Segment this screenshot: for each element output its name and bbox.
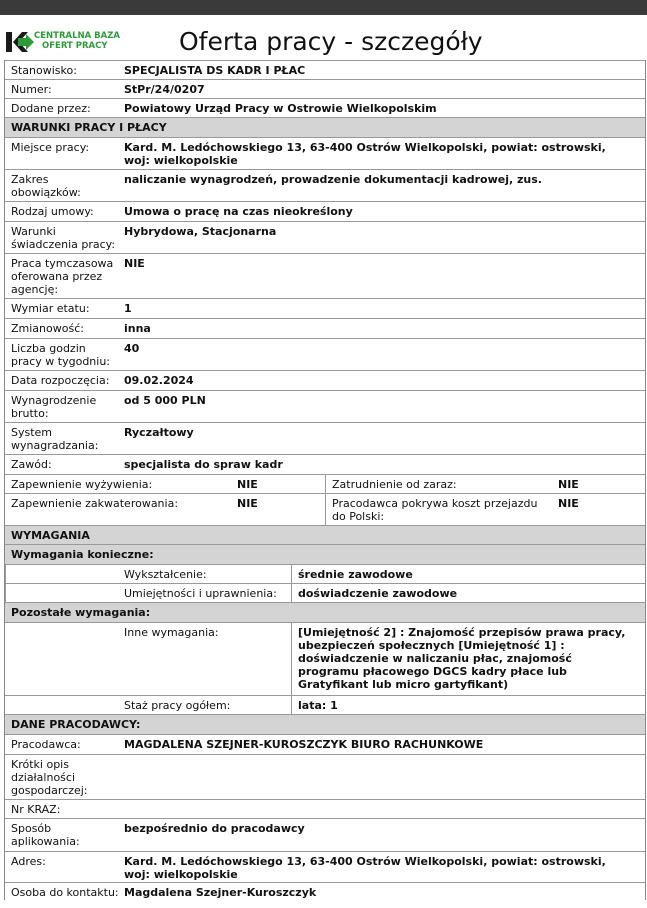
subsection-konieczne [5, 544, 645, 564]
row-pracodawca [5, 734, 645, 754]
value-divider-1 [291, 564, 292, 602]
miejsce-label: Miejsce pracy: [11, 141, 90, 154]
umowa-value: Umowa o pracę na czas nieokreślony [124, 205, 353, 218]
section-wymagania [5, 525, 645, 544]
numer-value: StPr/24/0207 [124, 83, 205, 96]
page-header [0, 15, 647, 60]
row-umowa [5, 201, 645, 221]
row-aplikowanie [5, 818, 645, 851]
value-divider-2 [291, 622, 292, 714]
staz-label: Staż pracy ogółem: [124, 699, 231, 712]
row-zakres [5, 169, 645, 201]
od-zaraz-value: NIE [558, 478, 579, 491]
miejsce-value: Kard. M. Ledóchowskiego 13, 63-400 Ostrów Wielkopolski, powiat: ostrowski, woj: wielkopolskie [124, 141, 606, 167]
stanowisko-label: Stanowisko: [11, 64, 77, 77]
section-warunki [5, 117, 645, 137]
wyksztalcenie-label: Wykształcenie: [124, 568, 207, 581]
indent-border-1 [5, 564, 6, 602]
row-godziny [5, 338, 645, 370]
data-value: 09.02.2024 [124, 374, 194, 387]
row-osoba [5, 882, 645, 900]
warunki-value: Hybrydowa, Stacjonarna [124, 225, 277, 238]
adres-value: Kard. M. Ledóchowskiego 13, 63-400 Ostrów Wielkopolski, powiat: ostrowski, woj: wielkopolskie [124, 855, 606, 881]
row-warunki-swiadczenia [5, 221, 645, 253]
godziny-value: 40 [124, 342, 140, 355]
column-divider [325, 474, 326, 525]
zakwaterowanie-label: Zapewnienie zakwaterowania: [11, 497, 179, 510]
wynagrodzenie-value: od 5 000 PLN [124, 394, 206, 407]
row-numer [5, 79, 645, 98]
kraz-label: Nr KRAZ: [11, 803, 61, 816]
row-tymczasowa [5, 253, 645, 298]
section-pracodawca [5, 714, 645, 734]
pozostale-heading: Pozostałe wymagania: [11, 606, 151, 619]
data-label: Data rozpoczęcia: [11, 374, 110, 387]
przejazd-label: Pracodawca pokrywa koszt przejazdu do Polski: [332, 497, 538, 523]
adres-label: Adres: [11, 855, 46, 868]
umiejetnosci-label: Umiejętności i uprawnienia: [124, 587, 277, 600]
warunki-label: Warunki świadczenia pracy: [11, 225, 116, 251]
row-umiejetnosci [5, 583, 645, 602]
row-dodane [5, 98, 645, 117]
row-opis [5, 754, 645, 799]
tymczasowa-value: NIE [124, 257, 145, 270]
numer-label: Numer: [11, 83, 52, 96]
aplikowanie-value: bezpośrednio do pracodawcy [124, 822, 305, 835]
aplikowanie-label: Sposób aplikowania: [11, 822, 80, 848]
wyksztalcenie-value: średnie zawodowe [298, 568, 413, 581]
row-zmianowosc [5, 318, 645, 338]
row-miejsce [5, 137, 645, 169]
system-value: Ryczałtowy [124, 426, 194, 439]
page-title: Oferta pracy - szczegóły [179, 27, 483, 56]
pracodawca-label: Pracodawca: [11, 738, 81, 751]
opis-label: Krótki opis działalności gospodarczej: [11, 758, 88, 797]
row-wynagrodzenie [5, 390, 645, 422]
row-wyksztalcenie [5, 564, 645, 583]
section-warunki-heading: WARUNKI PRACY I PŁACY [11, 121, 167, 134]
wymiar-label: Wymiar etatu: [11, 302, 90, 315]
wynagrodzenie-label: Wynagrodzenie brutto: [11, 394, 97, 420]
logo-line-2: OFERT PRACY [42, 41, 108, 51]
zmianowosc-label: Zmianowość: [11, 322, 84, 335]
row-system [5, 422, 645, 454]
konieczne-heading: Wymagania konieczne: [11, 548, 154, 561]
section-wymagania-heading: WYMAGANIA [11, 529, 90, 542]
dodane-label: Dodane przez: [11, 102, 91, 115]
umowa-label: Rodzaj umowy: [11, 205, 94, 218]
zmianowosc-value: inna [124, 322, 151, 335]
logo[interactable] [6, 29, 126, 55]
system-label: System wynagradzania: [11, 426, 99, 452]
row-wymiar [5, 298, 645, 318]
inne-value: [Umiejętność 2] : Znajomość przepisów prawa pracy, ubezpieczeń społecznych [Umiejętność 1] : doświadczenie w naliczaniu płac, znajomość programu płacowego DGCS kadry płace lub Gratyfikant lub micro gartyfikant) [298, 626, 626, 691]
offer-details-table [4, 60, 646, 900]
wyzywienie-value: NIE [237, 478, 258, 491]
arrow-logo-icon [6, 29, 34, 55]
dodane-value: Powiatowy Urząd Pracy w Ostrowie Wielkopolskim [124, 102, 437, 115]
pracodawca-value: MAGDALENA SZEJNER-KUROSZCZYK BIURO RACHUNKOWE [124, 738, 484, 751]
browser-top-bar [0, 0, 647, 15]
row-adres [5, 851, 645, 882]
przejazd-value: NIE [558, 497, 579, 510]
umiejetnosci-value: doświadczenie zawodowe [298, 587, 458, 600]
tymczasowa-label: Praca tymczasowa oferowana przez agencję: [11, 257, 114, 296]
row-stanowisko [5, 60, 645, 79]
stanowisko-value: SPECJALISTA DS KADR I PŁAC [124, 64, 306, 77]
section-pracodawca-heading: DANE PRACODAWCY: [11, 718, 141, 731]
row-staz [5, 695, 645, 714]
row-kraz [5, 799, 645, 818]
zakres-label: Zakres obowiązków: [11, 173, 81, 199]
staz-value: lata: 1 [298, 699, 338, 712]
subsection-pozostale [5, 602, 645, 622]
osoba-label: Osoba do kontaktu: [11, 886, 119, 899]
zawod-value: specjalista do spraw kadr [124, 458, 283, 471]
od-zaraz-label: Zatrudnienie od zaraz: [332, 478, 457, 491]
wyzywienie-label: Zapewnienie wyżywienia: [11, 478, 153, 491]
zakwaterowanie-value: NIE [237, 497, 258, 510]
row-inne-wymagania [5, 622, 645, 695]
logo-line-1: CENTRALNA BAZA [34, 31, 120, 41]
wymiar-value: 1 [124, 302, 132, 315]
zakres-value: naliczanie wynagrodzeń, prowadzenie dokumentacji kadrowej, zus. [124, 173, 542, 186]
zawod-label: Zawód: [11, 458, 52, 471]
inne-label: Inne wymagania: [124, 626, 219, 639]
osoba-value: Magdalena Szejner-Kuroszczyk [124, 886, 317, 899]
row-zawod [5, 454, 645, 474]
godziny-label: Liczba godzin pracy w tygodniu: [11, 342, 111, 368]
row-data-rozpoczecia [5, 370, 645, 390]
